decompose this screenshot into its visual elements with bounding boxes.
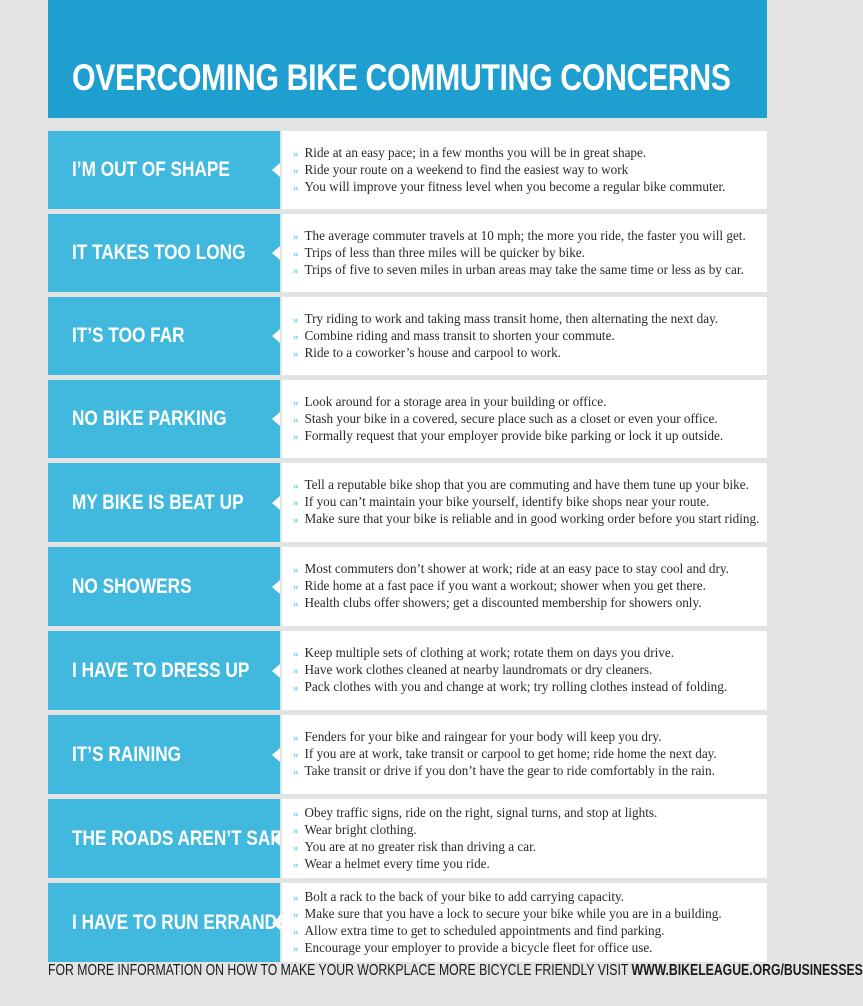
bullet-chevron-icon: » — [293, 648, 299, 660]
bullet-chevron-icon: » — [293, 230, 299, 243]
tip-text: Wear bright clothing. — [304, 821, 417, 837]
tip-text: Ride at an easy pace; in a few months you will be in great shape. — [304, 144, 647, 160]
bullet-chevron-icon: » — [293, 858, 299, 871]
tip-text: Stash your bike in a covered, secure place such as a closet or even your office. — [304, 410, 718, 426]
concern-row — [48, 631, 767, 710]
tip-text: Ride to a coworker’s house and carpool to work. — [304, 344, 561, 360]
bullet-chevron-icon: » — [293, 413, 299, 426]
concern-cell — [48, 131, 280, 209]
tip-text: Have work clothes cleaned at nearby laundromats or dry cleaners. — [304, 662, 653, 677]
concern-row — [48, 883, 767, 962]
bullet-chevron-icon: » — [293, 264, 299, 277]
concern-cell — [48, 463, 280, 542]
tip-item — [293, 245, 767, 262]
tip-item — [293, 940, 767, 957]
header-banner — [48, 0, 767, 118]
pointer-arrow-icon — [272, 832, 280, 846]
concern-cell — [48, 883, 289, 962]
concern-row — [48, 715, 767, 794]
bullet-chevron-icon: » — [293, 247, 299, 260]
tip-item — [293, 262, 767, 279]
tip-item — [293, 394, 767, 411]
concern-label: IT TAKES TOO LONG — [72, 241, 246, 264]
tip-text: You will improve your fitness level when you become a regular bike commuter. — [304, 178, 726, 194]
pointer-arrow-icon — [272, 412, 280, 426]
tip-item — [293, 428, 767, 445]
bullet-chevron-icon: » — [293, 564, 299, 576]
pointer-arrow-icon — [272, 748, 280, 762]
concern-label: I HAVE TO DRESS UP — [72, 658, 250, 682]
bullet-chevron-icon: » — [293, 824, 299, 837]
tip-text: Fenders for your bike and raingear for your body will keep you dry. — [304, 729, 662, 744]
concern-label: NO BIKE PARKING — [72, 407, 227, 430]
tip-item — [293, 839, 767, 856]
bullet-chevron-icon: » — [293, 347, 299, 360]
tip-text: Take transit or drive if you don’t have the gear to ride comfortably in the rain. — [304, 763, 715, 778]
bullet-chevron-icon: » — [293, 181, 299, 194]
footer-link[interactable]: WWW.BIKELEAGUE.ORG/BUSINESSES — [631, 962, 863, 979]
tip-text: You are at no greater risk than driving a car. — [304, 838, 537, 854]
tip-item — [293, 906, 767, 923]
pointer-arrow-icon — [272, 916, 280, 930]
tip-item — [293, 145, 767, 162]
concern-label: IT’S TOO FAR — [72, 324, 185, 347]
bullet-chevron-icon: » — [293, 514, 299, 526]
tip-text: Make sure that you have a lock to secure your bike while you are in a building. — [304, 905, 722, 921]
tips-cell — [282, 131, 767, 209]
tip-text: Trips of five to seven miles in urban areas may take the same time or less as by car. — [304, 261, 744, 277]
tip-item — [293, 645, 767, 662]
footer-text: FOR MORE INFORMATION ON HOW TO MAKE YOUR WORKPLACE MORE BICYCLE FRIENDLY VISIT — [48, 962, 632, 979]
tip-text: Trips of less than three miles will be quicker by bike. — [304, 244, 585, 260]
pointer-arrow-icon — [272, 664, 280, 678]
bullet-chevron-icon: » — [293, 749, 299, 761]
concern-label: IT’S RAINING — [72, 742, 182, 766]
concern-cell — [48, 715, 280, 794]
bullet-chevron-icon: » — [293, 925, 299, 938]
concern-row — [48, 214, 767, 292]
bullet-chevron-icon: » — [293, 732, 299, 744]
bullet-chevron-icon: » — [293, 891, 299, 904]
bullet-chevron-icon: » — [293, 147, 299, 160]
bullet-chevron-icon: » — [293, 164, 299, 177]
tip-item — [293, 162, 767, 179]
tip-item — [293, 729, 767, 746]
bullet-chevron-icon: » — [293, 942, 299, 955]
tips-cell — [282, 799, 767, 878]
tip-text: Encourage your employer to provide a bicycle fleet for office use. — [304, 939, 653, 955]
tip-item — [293, 179, 767, 196]
concern-cell — [48, 297, 280, 375]
tip-item — [293, 311, 767, 328]
concern-label: NO SHOWERS — [72, 574, 192, 598]
tip-item — [293, 494, 767, 511]
tip-text: Formally request that your employer provide bike parking or lock it up outside. — [304, 427, 724, 443]
concern-label: THE ROADS AREN’T SAFE — [72, 826, 293, 850]
tip-text: Pack clothes with you and change at work; try rolling clothes instead of folding. — [304, 679, 728, 694]
tip-text: Ride home at a fast pace if you want a workout; shower when you get there. — [304, 578, 706, 593]
tip-item — [293, 822, 767, 839]
pointer-arrow-icon — [272, 246, 280, 260]
bullet-chevron-icon: » — [293, 682, 299, 694]
tip-text: Bolt a rack to the back of your bike to add carrying capacity. — [304, 888, 625, 904]
concern-label: I HAVE TO RUN ERRANDS — [72, 910, 289, 934]
tip-item — [293, 805, 767, 822]
tips-cell — [282, 214, 767, 292]
tip-item — [293, 856, 767, 873]
tip-item — [293, 595, 767, 612]
tip-text: Obey traffic signs, ride on the right, signal turns, and stop at lights. — [304, 804, 658, 820]
footer-note — [48, 962, 863, 980]
tip-text: Health clubs offer showers; get a discounted membership for showers only. — [304, 595, 702, 610]
concern-cell — [48, 380, 280, 458]
tip-item — [293, 662, 767, 679]
pointer-arrow-icon — [272, 580, 280, 594]
concern-row — [48, 463, 767, 542]
bullet-chevron-icon: » — [293, 807, 299, 820]
tip-item — [293, 411, 767, 428]
bullet-chevron-icon: » — [293, 598, 299, 610]
tip-item — [293, 511, 767, 528]
tip-text: The average commuter travels at 10 mph; the more you ride, the faster you will get. — [304, 227, 746, 243]
tip-text: Tell a reputable bike shop that you are commuting and have them tune up your bike. — [304, 477, 749, 492]
tip-text: If you can’t maintain your bike yourself, identify bike shops near your route. — [304, 494, 710, 509]
concern-row — [48, 297, 767, 375]
bullet-chevron-icon: » — [293, 497, 299, 509]
bullet-chevron-icon: » — [293, 665, 299, 677]
bullet-chevron-icon: » — [293, 841, 299, 854]
tips-cell — [282, 297, 767, 375]
concern-label: MY BIKE IS BEAT UP — [72, 490, 244, 514]
bullet-chevron-icon: » — [293, 581, 299, 593]
bullet-chevron-icon: » — [293, 396, 299, 409]
concern-row — [48, 799, 767, 878]
tips-cell — [282, 883, 767, 962]
tip-item — [293, 763, 767, 780]
tip-text: If you are at work, take transit or carpool to get home; ride home the next day. — [304, 746, 717, 761]
tips-cell — [282, 463, 767, 542]
bullet-chevron-icon: » — [293, 480, 299, 492]
concern-cell — [48, 547, 280, 626]
tip-text: Make sure that your bike is reliable and in good working order before you start riding. — [304, 511, 760, 526]
tip-item — [293, 328, 767, 345]
tips-cell — [282, 380, 767, 458]
tip-item — [293, 477, 767, 494]
tip-text: Allow extra time to get to scheduled appointments and find parking. — [304, 922, 665, 938]
tip-item — [293, 345, 767, 362]
tip-item — [293, 746, 767, 763]
bullet-chevron-icon: » — [293, 313, 299, 326]
concern-cell — [48, 631, 280, 710]
tip-text: Look around for a storage area in your building or office. — [304, 393, 607, 409]
tip-text: Keep multiple sets of clothing at work; rotate them on days you drive. — [304, 645, 675, 660]
tip-item — [293, 679, 767, 696]
bullet-chevron-icon: » — [293, 908, 299, 921]
page-title: OVERCOMING BIKE COMMUTING CONCERNS — [72, 57, 731, 98]
pointer-arrow-icon — [272, 163, 280, 177]
tips-cell — [282, 547, 767, 626]
pointer-arrow-icon — [272, 329, 280, 343]
tip-text: Wear a helmet every time you ride. — [304, 855, 490, 871]
tip-item — [293, 561, 767, 578]
concern-label: I’M OUT OF SHAPE — [72, 158, 230, 181]
tip-item — [293, 889, 767, 906]
tip-item — [293, 228, 767, 245]
tips-cell — [282, 631, 767, 710]
tip-text: Try riding to work and taking mass transit home, then alternating the next day. — [304, 310, 719, 326]
tips-cell — [282, 715, 767, 794]
tip-item — [293, 923, 767, 940]
bullet-chevron-icon: » — [293, 430, 299, 443]
tip-text: Most commuters don’t shower at work; ride at an easy pace to stay cool and dry. — [304, 561, 729, 576]
concern-cell — [48, 799, 293, 878]
tip-text: Ride your route on a weekend to find the easiest way to work — [304, 161, 629, 177]
concern-row — [48, 380, 767, 458]
concern-row — [48, 131, 767, 209]
concerns-table — [48, 131, 767, 967]
concern-cell — [48, 214, 280, 292]
pointer-arrow-icon — [272, 496, 280, 510]
tip-item — [293, 578, 767, 595]
concern-row — [48, 547, 767, 626]
tip-text: Combine riding and mass transit to shorten your commute. — [304, 327, 615, 343]
bullet-chevron-icon: » — [293, 330, 299, 343]
bullet-chevron-icon: » — [293, 766, 299, 778]
